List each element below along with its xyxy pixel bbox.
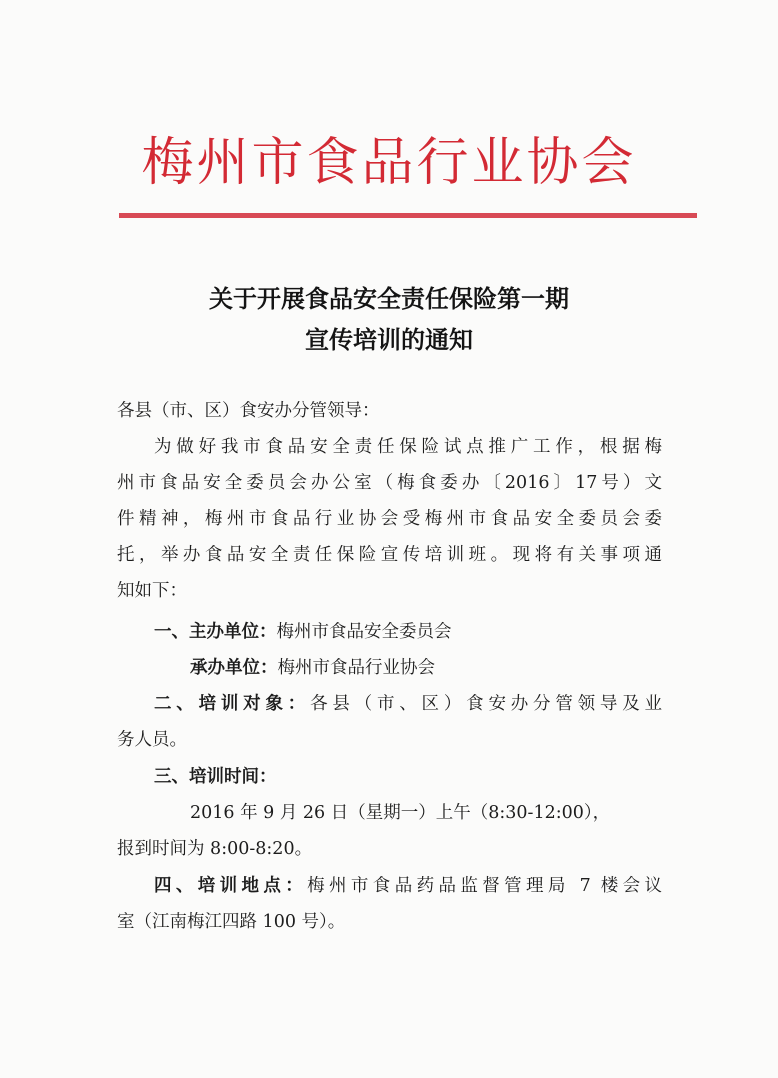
time-label: 三、培训时间： bbox=[154, 767, 277, 787]
audience-row bbox=[154, 690, 662, 718]
notice-title-line-1: 关于开展食品安全责任保险第一期 bbox=[209, 285, 569, 313]
salutation: 各县（市、区）食安办分管领导： bbox=[117, 401, 380, 421]
venue-label: 四、培训地点： bbox=[154, 876, 308, 896]
organizer-label: 承办单位： bbox=[190, 658, 278, 678]
audience-label: 二、培训对象： bbox=[154, 694, 311, 714]
organizer-row bbox=[190, 654, 435, 682]
organization-header: 梅州市食品行业协会 bbox=[141, 133, 637, 193]
red-header-rule bbox=[119, 213, 697, 218]
intro-line-1: 为做好我市食品安全责任保险试点推广工作，根据梅 bbox=[154, 437, 662, 457]
organizer-value: 梅州市食品行业协会 bbox=[277, 658, 435, 678]
sponsor-label: 一、主办单位： bbox=[154, 622, 277, 642]
intro-line-4: 托，举办食品安全责任保险宣传培训班。现将有关事项通 bbox=[117, 545, 662, 565]
venue-row bbox=[154, 872, 662, 900]
notice-title-line-2: 宣传培训的通知 bbox=[305, 326, 473, 354]
intro-line-3: 件精神，梅州市食品行业协会受梅州市食品安全委员会委 bbox=[117, 509, 662, 529]
intro-line-5: 知如下： bbox=[117, 581, 187, 601]
intro-line-2: 州市食品安全委员会办公室（梅食委办〔2016〕17号）文 bbox=[117, 473, 662, 493]
time-value-line-2: 报到时间为 8:00-8:20。 bbox=[117, 839, 313, 859]
sponsor-row bbox=[154, 618, 452, 646]
sponsor-value: 梅州市食品安全委员会 bbox=[276, 622, 452, 642]
audience-value-line-1: 各县（市、区）食安办分管领导及业 bbox=[310, 694, 663, 714]
venue-value-line-1: 梅州市食品药品监督管理局 7 楼会议 bbox=[307, 876, 663, 896]
audience-value-line-2: 务人员。 bbox=[117, 730, 187, 750]
venue-value-line-2: 室（江南梅江四路 100 号）。 bbox=[117, 912, 346, 932]
time-value-line-1: 2016 年 9 月 26 日（星期一）上午（8:30-12:00）， bbox=[190, 803, 611, 823]
